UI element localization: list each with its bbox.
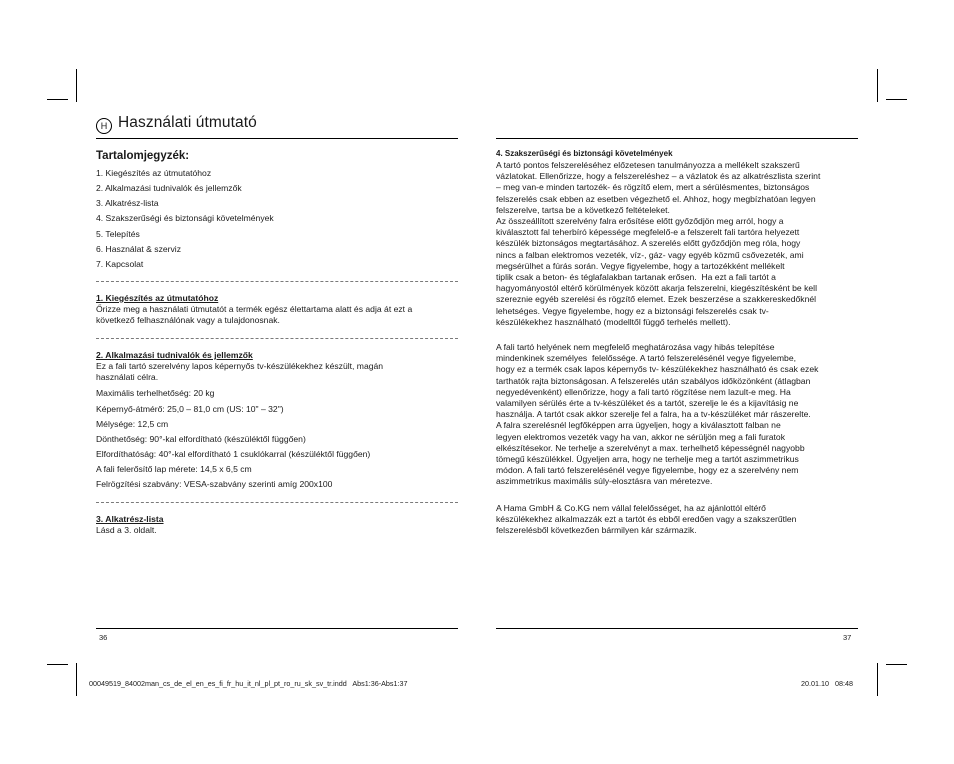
toc-item: 3. Alkatrész-lista	[96, 198, 159, 208]
section4-para3: A Hama GmbH & Co.KG nem vállal felelősséget, ha az ajánlottól eltérő készülékekhez alkalmazzák ezt a tartót és ebből eredően vagy a szakszerűtlen felszerelésből következően bármilyen kár származik.	[496, 503, 797, 536]
crop-mark	[47, 664, 68, 665]
page-number-right: 37	[843, 633, 852, 642]
spec-item: Dönthetőség: 90°-kal elfordítható (készüléktől függően)	[96, 434, 306, 444]
title-rule	[96, 138, 458, 139]
language-badge: H	[96, 118, 112, 134]
section-divider	[96, 281, 458, 282]
section2-body: Ez a fali tartó szerelvény lapos képernyős tv-készülékekhez készült, magán használati célra.	[96, 361, 384, 383]
toc-item: 1. Kiegészítés az útmutatóhoz	[96, 168, 212, 178]
crop-mark	[886, 664, 907, 665]
section3-heading: 3. Alkatrész-lista	[96, 514, 164, 524]
crop-mark	[76, 663, 77, 696]
footer-rule-left	[96, 628, 458, 629]
section2-heading: 2. Alkalmazási tudnivalók és jellemzők	[96, 350, 253, 360]
section3-body: Lásd a 3. oldalt.	[96, 525, 157, 535]
section-divider	[96, 338, 458, 339]
crop-mark	[877, 663, 878, 696]
crop-mark	[76, 69, 77, 102]
section-divider	[96, 502, 458, 503]
spec-item: A fali felerősítő lap mérete: 14,5 x 6,5 cm	[96, 464, 252, 474]
toc-heading: Tartalomjegyzék:	[96, 150, 190, 162]
section4-heading: 4. Szakszerűségi és biztonsági követelmények	[496, 149, 673, 158]
page-number-left: 36	[99, 633, 108, 642]
title-rule-right	[496, 138, 858, 139]
crop-mark	[886, 99, 907, 100]
toc-item: 2. Alkalmazási tudnivalók és jellemzők	[96, 183, 242, 193]
print-date-time: 20.01.10 08:48	[801, 679, 853, 688]
crop-mark	[877, 69, 878, 102]
toc-item: 7. Kapcsolat	[96, 259, 144, 269]
toc-item: 6. Használat & szerviz	[96, 244, 182, 254]
section1-body: Őrizze meg a használati útmutatót a termék egész élettartama alatt és adja át ezt a következő felhasználónak vagy a tulajdonosnak.	[96, 304, 413, 326]
section1-heading: 1. Kiegészítés az útmutatóhoz	[96, 293, 219, 303]
file-info: 00049519_84002man_cs_de_el_en_es_fi_fr_hu_it_nl_pl_pt_ro_ru_sk_sv_tr.indd Abs1:36-Abs1:37	[89, 679, 408, 688]
section4-para2: A fali tartó helyének nem megfelelő meghatározása vagy hibás telepítése mindenkinek személyes felelőssége. A tartó felszerelésénél vegye figyelembe, hogy ez a termék csak lapos képernyős tv- készülékekhez használható és csak ezek tarthatók rajta biztonságosan. A felszerelés után szabályos időközönként (átlagban negyedévenként) ellenőrizze, hogy a fali tartó rögzítése nem lazult-e meg. Ha valamilyen sérülés érte a tv-készüléket és a tartót, szerelje le és a kijavításig ne használja. A tartót csak akkor szerelje fel a falra, ha a tv-készüléket már rászerelte. A falra szerelésnél legfőképpen arra ügyeljen, hogy a kiválasztott falban ne legyen elektromos vezeték vagy ha van, akkor ne sérüljön meg a fali furatok elkészítésekor. Ne terhelje a szerelvényt a max. terhelhető képességnél nagyobb tömegű készülékkel. Ügyeljen arra, hogy ne terhelje meg a tartót aszimmetrikus módon. A fali tartó felszerelésénél vegye figyelembe, hogy ez a szerelvény nem aszimmetrikus maximális súly-elosztásra van méretezve.	[496, 342, 819, 487]
spec-item: Felrögzítési szabvány: VESA-szabvány szerinti amíg 200x100	[96, 479, 333, 489]
page-title: Használati útmutató	[118, 114, 257, 131]
spec-item: Képernyő-átmérő: 25,0 – 81,0 cm (US: 10" – 32")	[96, 404, 284, 414]
crop-mark	[47, 99, 68, 100]
section4-para1: A tartó pontos felszereléséhez előzetesen tanulmányozza a mellékelt szakszerű vázlatokat. Ellenőrizze, hogy a felszereléshez – a vázlatok és az alkatrészlista szerint – meg van-e minden tartozék- és rögzítő elem, mert a sérülésmentes, biztonságos felszerelés csak ebben az esetben végezhető el. Ahhoz, hogy megbízhatóan legyen felszerelve, tartsa be a következő feltételeket. Az összeállított szerelvény falra erősítése előtt győződjön meg arról, hogy a kiválasztott fal teherbíró képessége megfelelő-e a felszerelt fali tartóra helyezett készülék biztonságos megtartásához. A szerelés előtt győződjön meg róla, hogy nincs a falban elektromos vezeték, víz-, gáz- vagy egyéb közmű csővezeték, ami megsérülhet a fúrás során. Vegye figyelembe, hogy a tartozékként mellékelt tiplik csak a beton- és téglafalakban tartanak erősen. Ha ezt a fali tartót a hagyományostól eltérő körülmények között akarja felszerelni, kiegészítésként be kell szereznie egyéb szerelési és rögzítő elemet. Ezek beszerzése a szakkereskedőknél lehetséges. Vegye figyelembe, hogy ez a biztonsági felszerelés csak tv- készülékekhez használható (modelltől függő terhelés mellett).	[496, 160, 821, 327]
toc-item: 5. Telepítés	[96, 229, 140, 239]
spec-item: Maximális terhelhetőség: 20 kg	[96, 388, 215, 398]
footer-rule-right	[496, 628, 858, 629]
toc-item: 4. Szakszerűségi és biztonsági követelmények	[96, 213, 274, 223]
spec-item: Mélysége: 12,5 cm	[96, 419, 169, 429]
spec-item: Elfordíthatóság: 40°-kal elfordítható 1 csuklókarral (készüléktől függően)	[96, 449, 371, 459]
